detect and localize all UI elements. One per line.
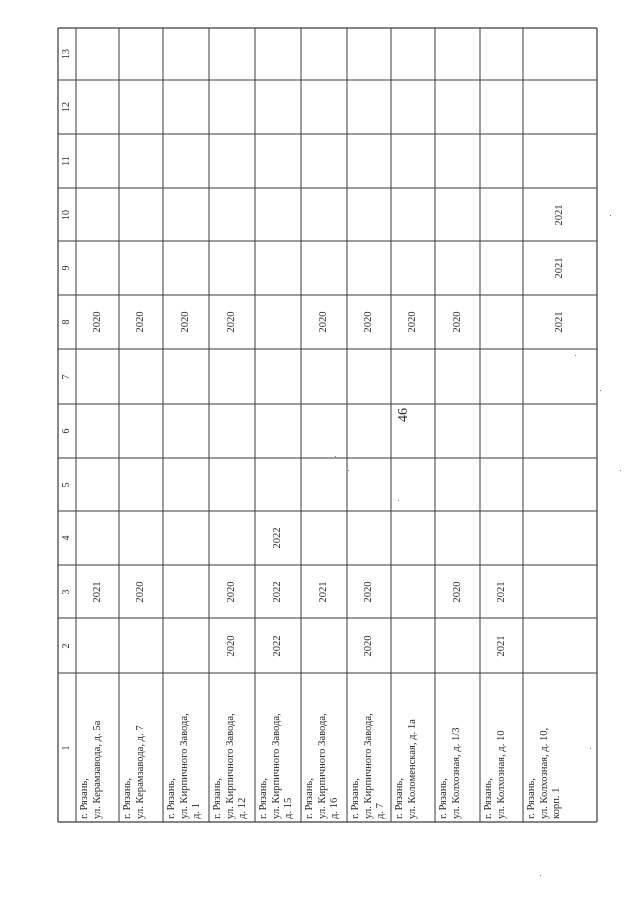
year-cell: 2022	[272, 527, 283, 549]
year-cell: 2021	[554, 311, 565, 333]
column-number: 12	[61, 102, 72, 112]
page-number: 46	[396, 408, 411, 422]
column-number: 3	[61, 589, 72, 594]
year-cell: 2021	[318, 580, 329, 603]
year-cell: 2020	[226, 580, 237, 603]
year-cell: 2020	[318, 311, 329, 333]
year-cell: 2020	[91, 311, 103, 333]
year-cell: 2020	[180, 311, 191, 333]
year-cell: 2022	[272, 580, 283, 603]
column-number: 7	[61, 374, 72, 379]
year-cell: 2020	[226, 311, 237, 333]
year-cell: 2020	[363, 634, 374, 657]
year-cell: 2021	[91, 580, 103, 603]
scan-speck	[600, 390, 601, 391]
address-cell: г. Рязань, ул. Колхозная, д. 1/3	[438, 727, 462, 819]
year-cell: 2021	[495, 580, 507, 603]
year-cell: 2022	[272, 634, 283, 657]
year-cell: 2020	[226, 634, 237, 657]
year-cell: 2021	[495, 634, 507, 657]
scan-speck	[540, 875, 541, 876]
scan-speck	[620, 470, 621, 471]
year-cell: 2020	[135, 311, 146, 333]
year-cell: 2021	[554, 203, 565, 226]
scan-speck	[398, 500, 399, 501]
scan-speck	[575, 355, 576, 356]
year-cell: 2021	[554, 257, 565, 279]
year-cell: 2020	[451, 311, 463, 333]
column-number: 13	[61, 49, 72, 59]
year-cell: 2020	[135, 580, 146, 603]
address-cell: г. Рязань, ул. Колхозная, д. 10	[483, 730, 507, 819]
year-cell: 2020	[451, 580, 463, 603]
column-number: 10	[61, 209, 72, 220]
scan-speck	[590, 748, 591, 749]
address-cell: г. Рязань, ул. Керамзавода, д. 5а	[79, 720, 103, 819]
address-cell: г. Рязань, ул. Кирпичного Завода, д. 12	[212, 713, 248, 819]
scan-speck	[610, 215, 611, 216]
address-cell: г. Рязань, ул. Коломенская, д. 1а	[394, 719, 418, 819]
address-cell: г. Рязань, ул. Керамзавода, д. 7	[122, 725, 146, 819]
column-number: 9	[61, 265, 72, 271]
address-cell: г. Рязань, ул. Кирпичного Завода, д. 16	[304, 713, 340, 819]
scan-speck	[578, 348, 579, 349]
year-cell: 2020	[363, 580, 374, 603]
address-cell: г. Рязань, ул. Колхозная, д. 10, корп. 1	[526, 727, 562, 819]
address-cell: г. Рязань, ул. Кирпичного Завода, д. 15	[258, 713, 294, 819]
column-number: 11	[61, 156, 72, 166]
address-cell: г. Рязань, ул. Кирпичного Завода, д. 7	[350, 713, 386, 819]
year-cell: 2020	[407, 311, 418, 333]
year-cell: 2020	[363, 311, 374, 333]
column-number: 1	[61, 745, 72, 750]
column-number: 6	[61, 428, 72, 434]
column-number: 2	[61, 643, 72, 648]
address-cell: г. Рязань, ул. Кирпичного Завода, д. 1	[166, 713, 202, 819]
scan-speck	[348, 470, 349, 471]
column-number: 4	[61, 535, 72, 541]
column-number: 5	[61, 482, 72, 487]
column-number: 8	[61, 319, 72, 325]
scan-speck	[335, 456, 336, 457]
